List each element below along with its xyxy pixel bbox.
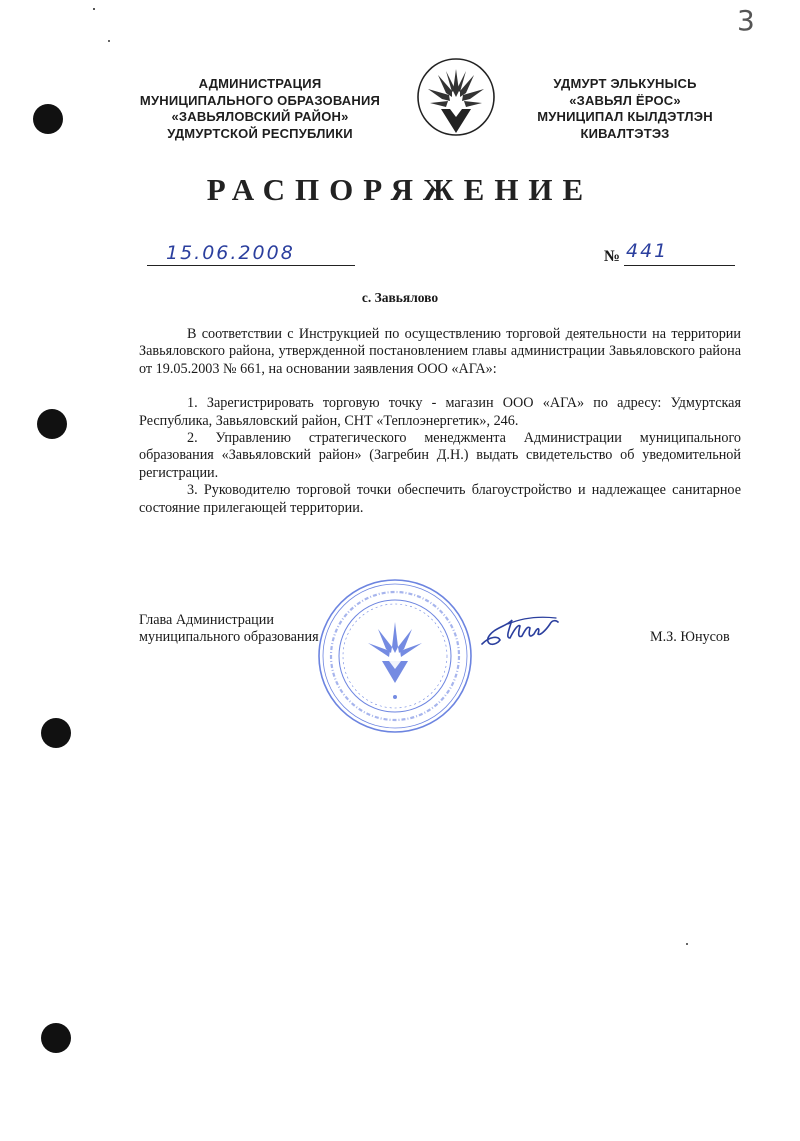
handwritten-signature-icon [478, 606, 564, 650]
document-date: 15.06.2008 [166, 242, 295, 264]
header-left-line: АДМИНИСТРАЦИЯ [198, 76, 322, 91]
scan-mark [108, 40, 110, 42]
place-of-issue: с. Завьялово [361, 290, 439, 305]
signatory-position [139, 612, 319, 647]
position-line: муниципального образования [139, 629, 319, 646]
header-left [126, 76, 394, 142]
item-paragraph: 1. Зарегистрировать торговую точку - магазин ООО «АГА» по адресу: Удмуртская Республика, Завьяловский район, СНТ «Теплоэнергетик», 246. [139, 395, 741, 429]
header-right-line: МУНИЦИПАЛ КЫЛДЭТЛЭН [537, 109, 713, 124]
coat-of-arms-icon [416, 57, 496, 137]
signatory-name: М.З. Юнусов [650, 629, 730, 645]
header-left-line: УДМУРТСКОЙ РЕСПУБЛИКИ [167, 125, 353, 141]
item-paragraph: 2. Управлению стратегического менеджмента Администрации муниципального образования «Завьяловский район» (Загребин Д.Н.) выдать свидетельство об уведомительной регистрации. [139, 430, 741, 481]
binder-hole [33, 104, 63, 134]
binder-hole [41, 718, 71, 748]
document-title: РАСПОРЯЖЕНИЕ [206, 172, 594, 207]
date-underline [147, 265, 355, 266]
preamble-paragraph: В соответствии с Инструкцией по осуществлению торговой деятельности на территории Завьяловского района, утвержденной постановлением главы администрации Завьяловского района от 19.05.2003 № 661, на основании заявления ООО «АГА»: [139, 326, 741, 377]
header-left-line: МУНИЦИПАЛЬНОГО ОБРАЗОВАНИЯ [139, 92, 381, 108]
official-seal-icon [316, 577, 474, 735]
number-underline [624, 265, 735, 266]
position-line: Глава Администрации [139, 612, 274, 628]
item-paragraph: 3. Руководителю торговой точки обеспечить благоустройство и надлежащее санитарное состояние прилегающей территории. [139, 482, 741, 516]
body-text [139, 326, 741, 517]
header-right-line: КИВАЛТЭТЭЗ [580, 125, 670, 141]
binder-hole [41, 1023, 71, 1053]
page-number: 3 [737, 4, 757, 37]
header-right-line: УДМУРТ ЭЛЬКУНЫСЬ [553, 76, 697, 91]
scan-mark [93, 8, 95, 10]
header-right [516, 76, 734, 142]
number-label: № [604, 248, 621, 265]
document-number: 441 [626, 240, 669, 262]
binder-hole [37, 409, 67, 439]
scan-mark [686, 943, 688, 945]
header-left-line: «ЗАВЬЯЛОВСКИЙ РАЙОН» [171, 109, 349, 124]
header-right-line: «ЗАВЬЯЛ ЁРОС» [569, 92, 681, 108]
